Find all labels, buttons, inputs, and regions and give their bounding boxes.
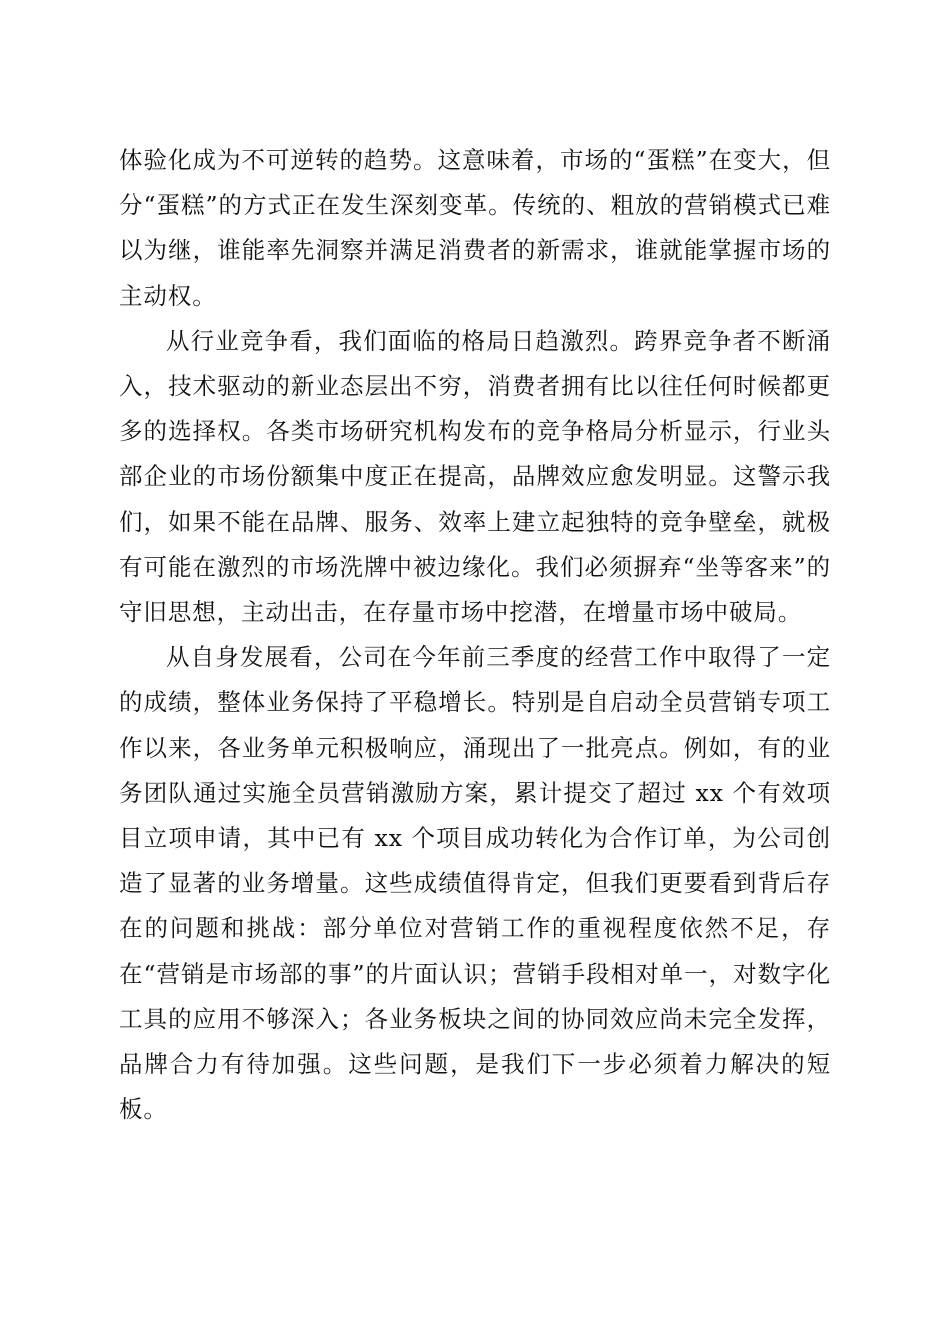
paragraph-industry-competition: 从行业竞争看，我们面临的格局日趋激烈。跨界竞争者不断涌入，技术驱动的新业态层出不穷，消费者拥有比以往任何时候都更多的选择权。各类市场研究机构发布的竞争格局分析显示，行业头部企业的市场份额集中度正在提高，品牌效应愈发明显。这警示我们，如果不能在品牌、服务、效率上建立起独特的竞争壁垒，就极有可能在激烈的市场洗牌中被边缘化。我们必须摒弃“坐等客来”的守旧思想，主动出击，在存量市场中挖潜，在增量市场中破局。: [119, 326, 831, 627]
paragraph-continuation: 体验化成为不可逆转的趋势。这意味着，市场的“蛋糕”在变大，但分“蛋糕”的方式正在发生深刻变革。传统的、粗放的营销模式已难以为继，谁能率先洞察并满足消费者的新需求，谁就能掌握市场的主动权。: [119, 146, 831, 310]
document-body: [119, 138, 831, 1132]
paragraph-self-development: 从自身发展看，公司在今年前三季度的经营工作中取得了一定的成绩，整体业务保持了平稳增长。特别是自启动全员营销专项工作以来，各业务单元积极响应，涌现出了一批亮点。例如，有的业务团队通过实施全员营销激励方案，累计提交了超过 xx 个有效项目立项申请，其中已有 xx 个项目成功转化为合作订单，为公司创造了显著的业务增量。这些成绩值得肯定，但我们更要看到背后存在的问题和挑战：部分单位对营销工作的重视程度依然不足，存在“营销是市场部的事”的片面认识；营销手段相对单一，对数字化工具的应用不够深入；各业务板块之间的协同效应尚未完全发挥，品牌合力有待加强。这些问题，是我们下一步必须着力解决的短板。: [119, 643, 831, 1124]
